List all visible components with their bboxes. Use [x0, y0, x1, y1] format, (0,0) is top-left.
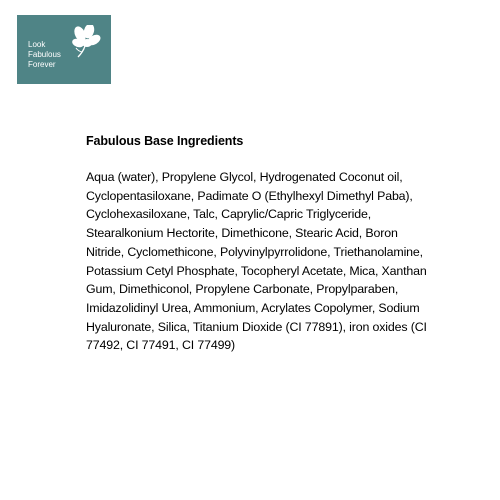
logo-line-3: Forever [28, 60, 56, 69]
ingredients-text: Aqua (water), Propylene Glycol, Hydrogenated Coconut oil, Cyclopentasiloxane, Padimate O (Ethylhexyl Dimethyl Paba), Cyclohexasiloxane, Talc, Caprylic/Capric Triglyceride, Stearalkonium Hectorite, Dimethicone, Stearic Acid, Boron Nitride, Cyclomethicone, Polyvinylpyrrolidone, Triethanolamine, Potassium Cetyl Phosphate, Tocopheryl Acetate, Mica, Xanthan Gum, Dimethiconol, Propylene Carbonate, Propylparaben, Imidazolidinyl Urea, Ammonium, Acrylates Copolymer, Sodium Hyaluronate, Silica, Titanium Dioxide (CI 77891), iron oxides (CI 77492, CI 77491, CI 77499) [86, 170, 427, 353]
logo-wordmark [28, 40, 61, 70]
flower-icon [69, 25, 103, 59]
logo-line-1: Look [28, 40, 46, 49]
page-title: Fabulous Base Ingredients [86, 134, 244, 148]
brand-logo [17, 15, 111, 84]
logo-line-2: Fabulous [28, 50, 61, 59]
